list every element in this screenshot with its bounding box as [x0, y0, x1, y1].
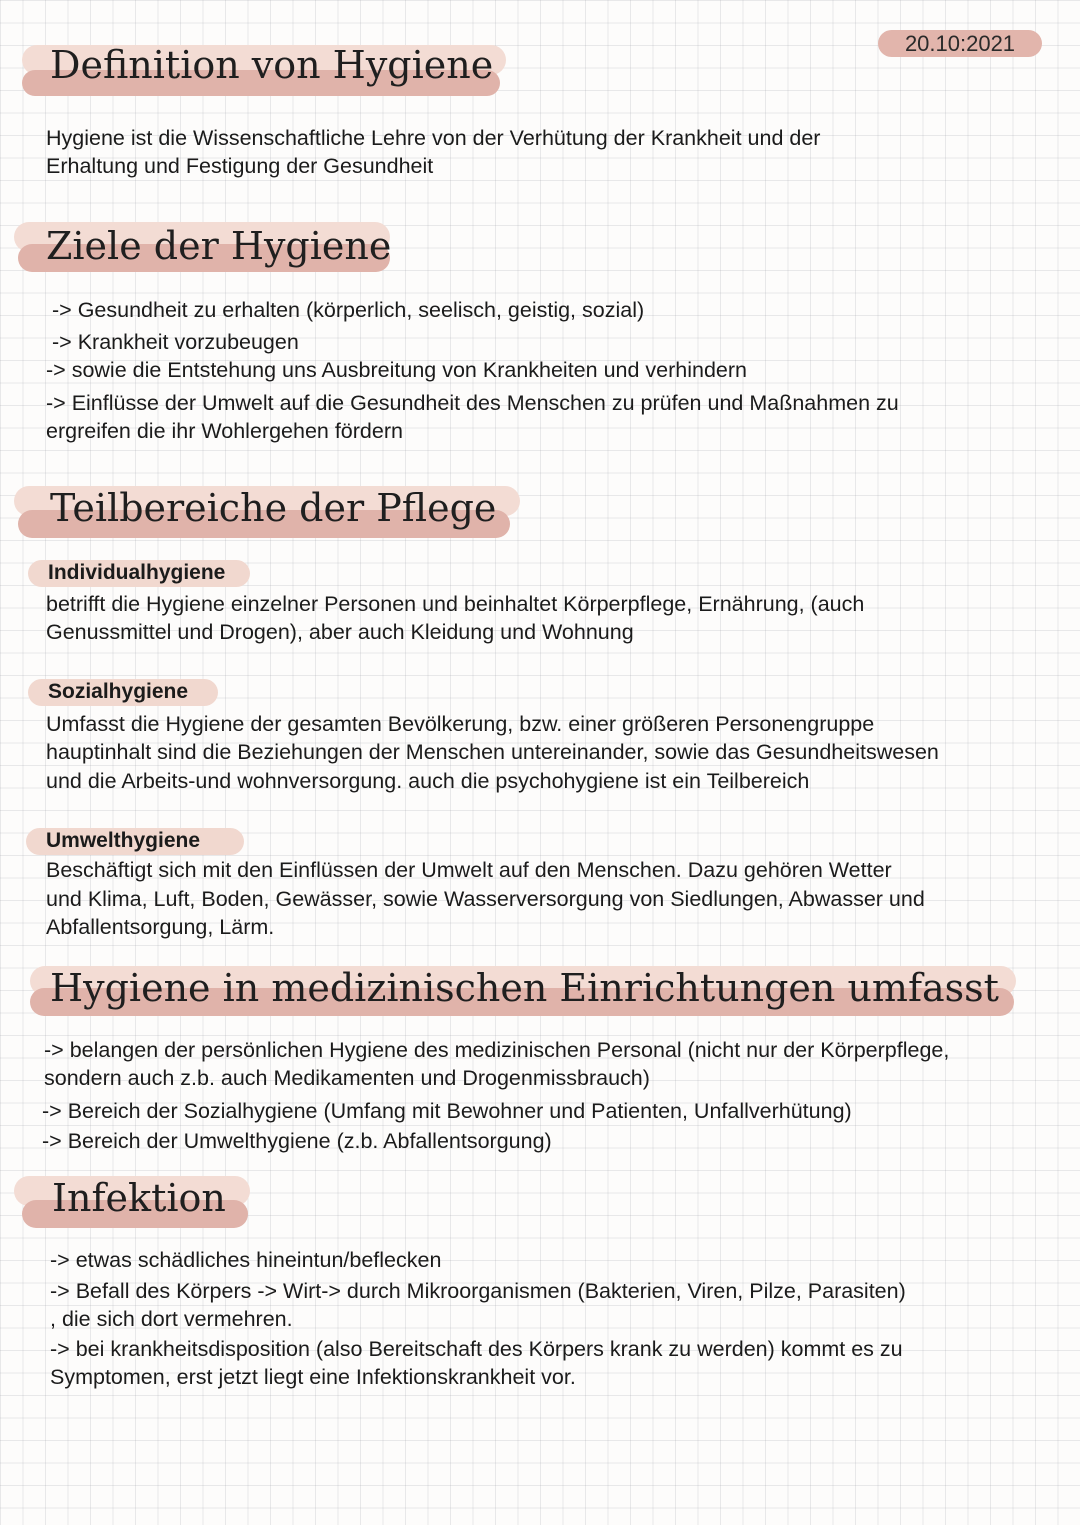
text-line: Abfallentsorgung, Lärm.	[46, 915, 275, 939]
subheading-umwelthygiene: Umwelthygiene	[46, 829, 201, 852]
text-line: Beschäftigt sich mit den Einflüssen der Umwelt auf den Menschen. Dazu gehören Wetter	[46, 858, 892, 882]
list-item: -> Krankheit vorzubeugen	[52, 330, 299, 354]
text-line: und die Arbeits-und wohnversorgung. auch die psychohygiene ist ein Teilbereich	[46, 769, 810, 793]
list-item: -> Befall des Körpers -> Wirt-> durch Mikroorganismen (Bakterien, Viren, Pilze, Parasiten)	[50, 1279, 906, 1303]
list-item: -> bei krankheitsdisposition (also Bereitschaft des Körpers krank zu werden) kommt es zu	[50, 1337, 903, 1361]
list-item: sondern auch z.b. auch Medikamenten und Drogenmissbrauch)	[44, 1066, 650, 1090]
list-item: -> Bereich der Sozialhygiene (Umfang mit Bewohner und Patienten, Unfallverhütung)	[42, 1099, 852, 1123]
text-line: betrifft die Hygiene einzelner Personen und beinhaltet Körperpflege, Ernährung, (auch	[46, 592, 865, 616]
list-item: ergreifen die ihr Wohlergehen fördern	[46, 419, 403, 443]
text-line: Genussmittel und Drogen), aber auch Kleidung und Wohnung	[46, 620, 634, 644]
text-line: Umfasst die Hygiene der gesamten Bevölkerung, bzw. einer größeren Personengruppe	[46, 712, 875, 736]
list-item: -> sowie die Entstehung uns Ausbreitung von Krankheiten und verhindern	[46, 358, 748, 382]
section-title-teilbereiche: Teilbereiche der Pflege	[50, 486, 497, 530]
subheading-sozialhygiene: Sozialhygiene	[48, 680, 189, 703]
list-item: -> Gesundheit zu erhalten (körperlich, seelisch, geistig, sozial)	[52, 298, 645, 322]
text-line: und Klima, Luft, Boden, Gewässer, sowie Wasserversorgung von Siedlungen, Abwasser und	[46, 887, 925, 911]
date: 20.10:2021	[904, 31, 1016, 56]
list-item: , die sich dort vermehren.	[50, 1307, 293, 1331]
subheading-individualhygiene: Individualhygiene	[48, 561, 226, 584]
list-item: -> belangen der persönlichen Hygiene des medizinischen Personal (nicht nur der Körperpflege,	[44, 1038, 950, 1062]
section-title-infektion: Infektion	[52, 1176, 226, 1220]
list-item: Symptomen, erst jetzt liegt eine Infektionskrankheit vor.	[50, 1365, 576, 1389]
section-title-medizinisch: Hygiene in medizinischen Einrichtungen umfasst	[50, 966, 999, 1010]
text-line: Hygiene ist die Wissenschaftliche Lehre von der Verhütung der Krankheit und der	[46, 126, 821, 150]
section-title-definition: Definition von Hygiene	[50, 43, 494, 87]
section-title-ziele: Ziele der Hygiene	[46, 224, 392, 268]
text-line: Erhaltung und Festigung der Gesundheit	[46, 154, 434, 178]
list-item: -> etwas schädliches hineintun/beflecken	[50, 1248, 442, 1272]
list-item: -> Bereich der Umwelthygiene (z.b. Abfallentsorgung)	[42, 1129, 552, 1153]
text-line: hauptinhalt sind die Beziehungen der Menschen untereinander, sowie das Gesundheitswesen	[46, 740, 939, 764]
list-item: -> Einflüsse der Umwelt auf die Gesundheit des Menschen zu prüfen und Maßnahmen zu	[46, 391, 899, 415]
